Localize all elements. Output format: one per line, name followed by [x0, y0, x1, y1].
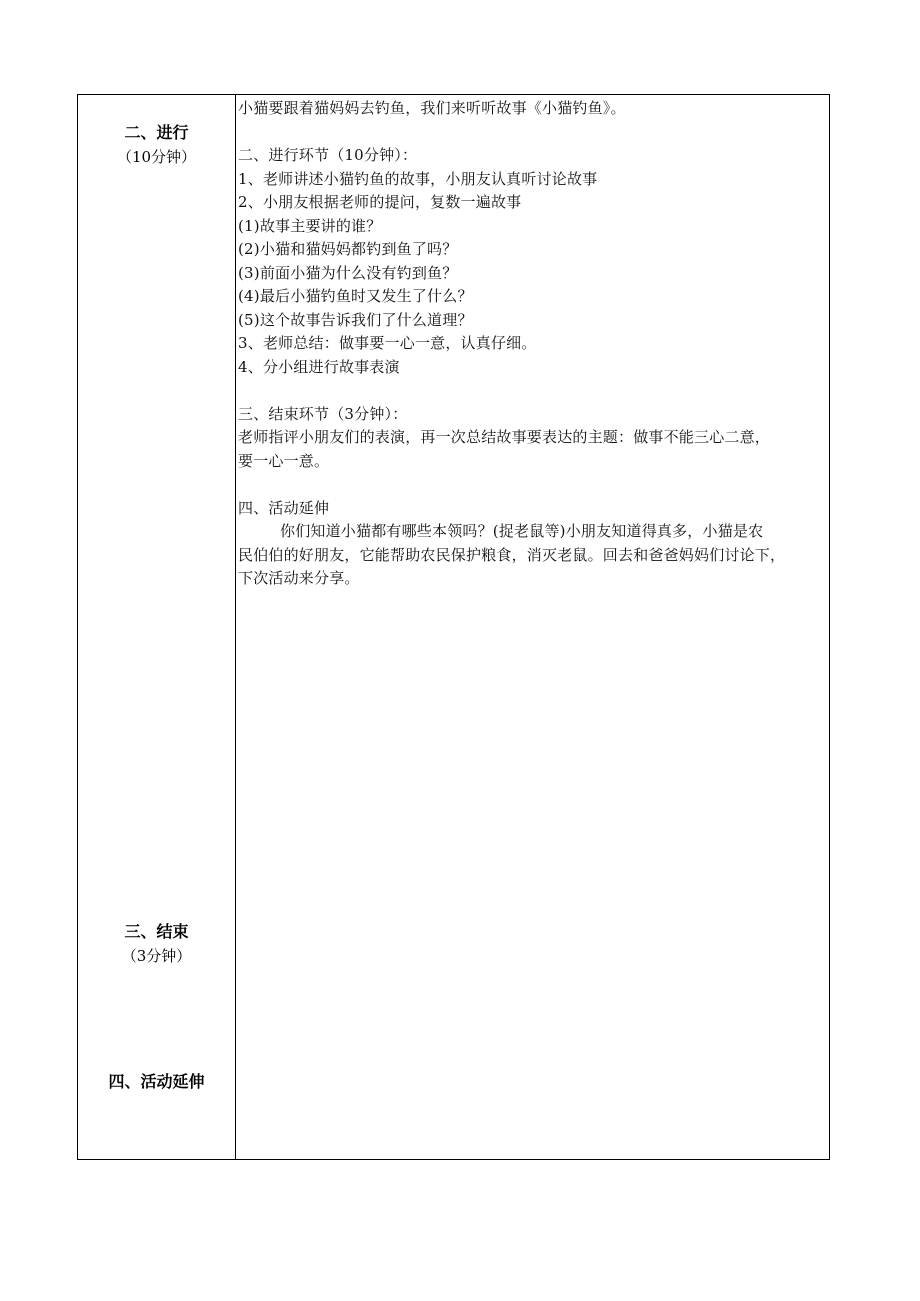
list-item: (3)前面小猫为什么没有钓到鱼？	[238, 263, 458, 282]
section2-heading: 二、进行环节（10分钟）：	[238, 146, 418, 164]
section3-text-line: 老师指评小朋友们的表演，再一次总结故事要表达的主题：做事不能三心二意，	[238, 428, 771, 446]
intro-line: 小猫要跟着猫妈妈去钓鱼，我们来听听故事《小猫钓鱼》。	[238, 99, 626, 117]
section2-duration: （10分钟）	[116, 148, 197, 166]
section3-label: 三、结束	[124, 922, 189, 941]
spacer	[238, 379, 829, 403]
section4-text-line: 民伯伯的好朋友，它能帮助农民保护粮食，消灭老鼠。回去和爸爸妈妈们讨论下，	[238, 545, 786, 564]
list-item: 1、老师讲述小猫钓鱼的故事，小朋友认真听讨论故事	[238, 169, 598, 188]
list-item: 4、分小组进行故事表演	[238, 357, 400, 376]
section3-text-line: 要一心一意。	[238, 451, 330, 470]
list-item: (4)最后小猫钓鱼时又发生了什么？	[238, 287, 473, 305]
section3-heading: 三、结束环节（3分钟）：	[238, 404, 408, 423]
content-cell	[236, 95, 829, 591]
section3-duration: （3分钟）	[121, 947, 192, 965]
list-item: (1)故事主要讲的谁？	[238, 216, 382, 235]
list-item: 3、老师总结：做事要一心一意，认真仔细。	[238, 334, 537, 352]
section4-text-line: 下次活动来分享。	[238, 569, 360, 587]
section2-label: 二、进行	[124, 123, 189, 142]
section4-text-line: 你们知道小猫都有哪些本领吗？(捉老鼠等)小朋友知道得真多，小猫是农	[280, 522, 764, 540]
list-item: 2、小朋友根据老师的提问，复数一遍故事	[238, 193, 522, 211]
section4-label: 四、活动延伸	[108, 1072, 205, 1091]
section4-heading: 四、活动延伸	[238, 498, 330, 517]
lesson-plan-table	[77, 94, 830, 1160]
list-item: (5)这个故事告诉我们了什么道理？	[238, 310, 473, 329]
spacer	[238, 473, 829, 497]
spacer	[238, 121, 829, 145]
list-item: (2)小猫和猫妈妈都钓到鱼了吗？	[238, 240, 458, 258]
